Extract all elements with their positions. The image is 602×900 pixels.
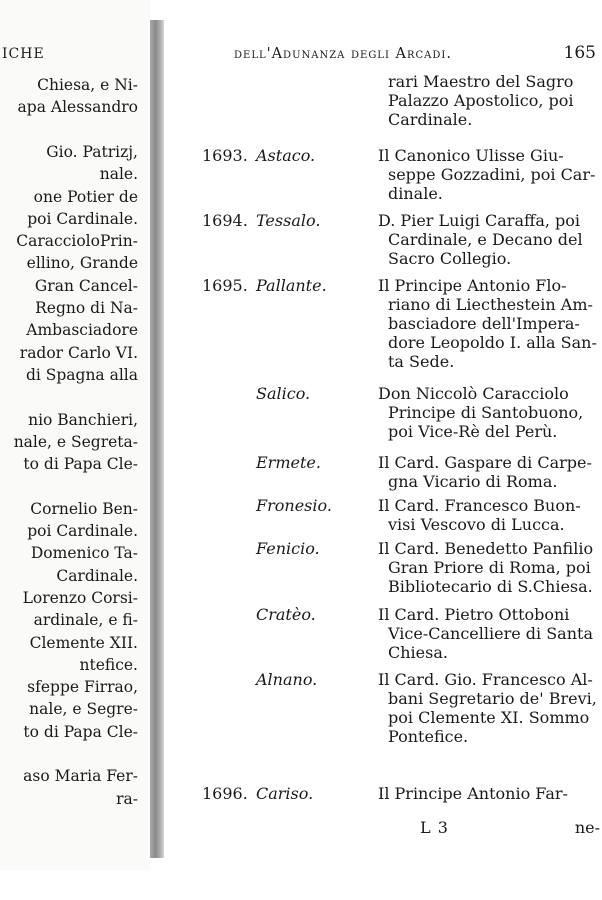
left-page <box>0 0 150 870</box>
description-line: Gran Priore di Roma, poi <box>388 558 591 577</box>
book-gutter <box>150 20 164 858</box>
description-line: dore Leopoldo I. alla San- <box>388 333 597 352</box>
entry-description <box>378 670 602 746</box>
description-line: Palazzo Apostolico, poi <box>388 91 574 110</box>
description-line: Il Canonico Ulisse Giu- <box>378 146 564 165</box>
description-line: Il Card. Gaspare di Carpe- <box>378 453 592 472</box>
entry-description <box>378 72 602 129</box>
left-text-line: poi Cardinale. <box>27 209 138 228</box>
description-line: Il Card. Francesco Buon- <box>378 496 581 515</box>
left-running-head: ICHE <box>2 46 45 62</box>
description-line: Principe di Santobuono, <box>388 403 584 422</box>
entry-year: 1695. <box>202 276 248 295</box>
description-line: dinale. <box>388 184 443 203</box>
description-line: Vice-Cancelliere di Santa <box>388 624 593 643</box>
page-header <box>234 43 602 67</box>
left-text-line: nale. <box>99 165 138 184</box>
entry-description <box>378 539 602 596</box>
left-text-line: to di Papa Cle- <box>23 722 138 741</box>
left-text-line: CaraccioloPrin- <box>16 232 138 251</box>
description-line: ta Sede. <box>388 352 455 371</box>
entry-year: 1693. <box>202 146 248 165</box>
description-line: Il Card. Gio. Francesco Al- <box>378 670 593 689</box>
catchword: ne- <box>574 818 600 837</box>
left-text-line: Ambasciadore <box>26 321 138 340</box>
entry-description <box>378 453 602 491</box>
left-text-line: ra- <box>116 789 138 808</box>
left-text-line: Clemente XII. <box>29 633 138 652</box>
description-line: basciadore dell'Impera- <box>388 314 580 333</box>
arcadian-name: Cariso. <box>256 784 314 803</box>
left-text-line: Cardinale. <box>56 566 138 585</box>
arcadian-name: Tessalo. <box>256 211 321 230</box>
left-text-line: Domenico Ta- <box>30 544 138 563</box>
running-head: dell'Adunanza degli Arcadi. <box>234 46 452 62</box>
entry-year: 1694. <box>202 211 248 230</box>
left-text-line: nale, e Segreta- <box>13 432 138 451</box>
left-text-line: di Spagna alla <box>25 365 138 384</box>
description-line: Il Card. Benedetto Panfilio <box>378 539 594 558</box>
description-line: D. Pier Luigi Caraffa, poi <box>378 211 581 230</box>
description-line: Don Niccolò Caracciolo <box>378 384 569 403</box>
description-line: rari Maestro del Sagro <box>388 72 574 91</box>
description-line: Il Principe Antonio Far- <box>378 784 568 803</box>
left-text-line: nio Banchieri, <box>28 410 138 429</box>
left-text-line: ntefice. <box>79 655 138 674</box>
description-line: seppe Gozzadini, poi Car- <box>388 165 596 184</box>
description-line: Cardinale. <box>388 110 473 129</box>
description-line: poi Clemente XI. Sommo <box>388 708 590 727</box>
description-line: Il Card. Pietro Ottoboni <box>378 605 570 624</box>
left-text-line: Gran Cancel- <box>34 276 138 295</box>
description-line: gna Vicario di Roma. <box>388 472 558 491</box>
entry-description <box>378 276 602 371</box>
entry-description <box>378 211 602 268</box>
left-text-line: Lorenzo Corsi- <box>22 588 138 607</box>
left-text-line: to di Papa Cle- <box>23 455 138 474</box>
left-text-line: one Potier de <box>33 187 138 206</box>
left-text-line: ardinale, e fi- <box>33 611 138 630</box>
left-text-line: rador Carlo VI. <box>19 343 138 362</box>
arcadian-name: Fenicio. <box>256 539 320 558</box>
description-line: visi Vescovo di Lucca. <box>388 515 565 534</box>
left-text-line: aso Maria Fer- <box>23 767 138 786</box>
entry-description <box>378 146 602 203</box>
description-line: Il Principe Antonio Flo- <box>378 276 567 295</box>
entry-description <box>378 605 602 662</box>
description-line: Bibliotecario di S.Chiesa. <box>388 577 593 596</box>
description-line: bani Segretario de' Brevi, <box>388 689 597 708</box>
left-text-line: Gio. Patrizj, <box>46 142 138 161</box>
entry-description <box>378 496 602 534</box>
entry-year: 1696. <box>202 784 248 803</box>
arcadian-name: Fronesio. <box>256 496 332 515</box>
signature-mark: L 3 <box>420 818 449 837</box>
entry-description <box>378 784 602 803</box>
arcadian-name: Alnano. <box>256 670 318 689</box>
left-text-line: Cornelio Ben- <box>30 499 138 518</box>
description-line: Cardinale, e Decano del <box>388 230 583 249</box>
left-text-line: poi Cardinale. <box>27 522 138 540</box>
description-line: riano di Liecthestein Am- <box>388 295 593 314</box>
entry-description <box>378 384 602 441</box>
left-text-line: nale, e Segre- <box>29 700 138 719</box>
arcadian-name: Cratèo. <box>256 605 316 624</box>
page-number: 165 <box>563 43 596 63</box>
left-text-line: ellino, Grande <box>26 254 138 273</box>
arcadian-name: Pallante. <box>256 276 327 295</box>
left-text-line: Regno di Na- <box>35 299 138 317</box>
left-text-line: sfeppe Firrao, <box>27 678 138 697</box>
left-text-line: apa Alessandro <box>17 98 138 117</box>
arcadian-name: Salico. <box>256 384 311 403</box>
description-line: Pontefice. <box>388 727 469 746</box>
arcadian-name: Ermete. <box>256 453 321 472</box>
description-line: Sacro Collegio. <box>388 249 512 268</box>
arcadian-name: Astaco. <box>256 146 316 165</box>
left-text-line: Chiesa, e Ni- <box>37 76 138 94</box>
right-page <box>164 0 602 870</box>
description-line: poi Vice-Rè del Perù. <box>388 422 558 441</box>
description-line: Chiesa. <box>388 643 448 662</box>
